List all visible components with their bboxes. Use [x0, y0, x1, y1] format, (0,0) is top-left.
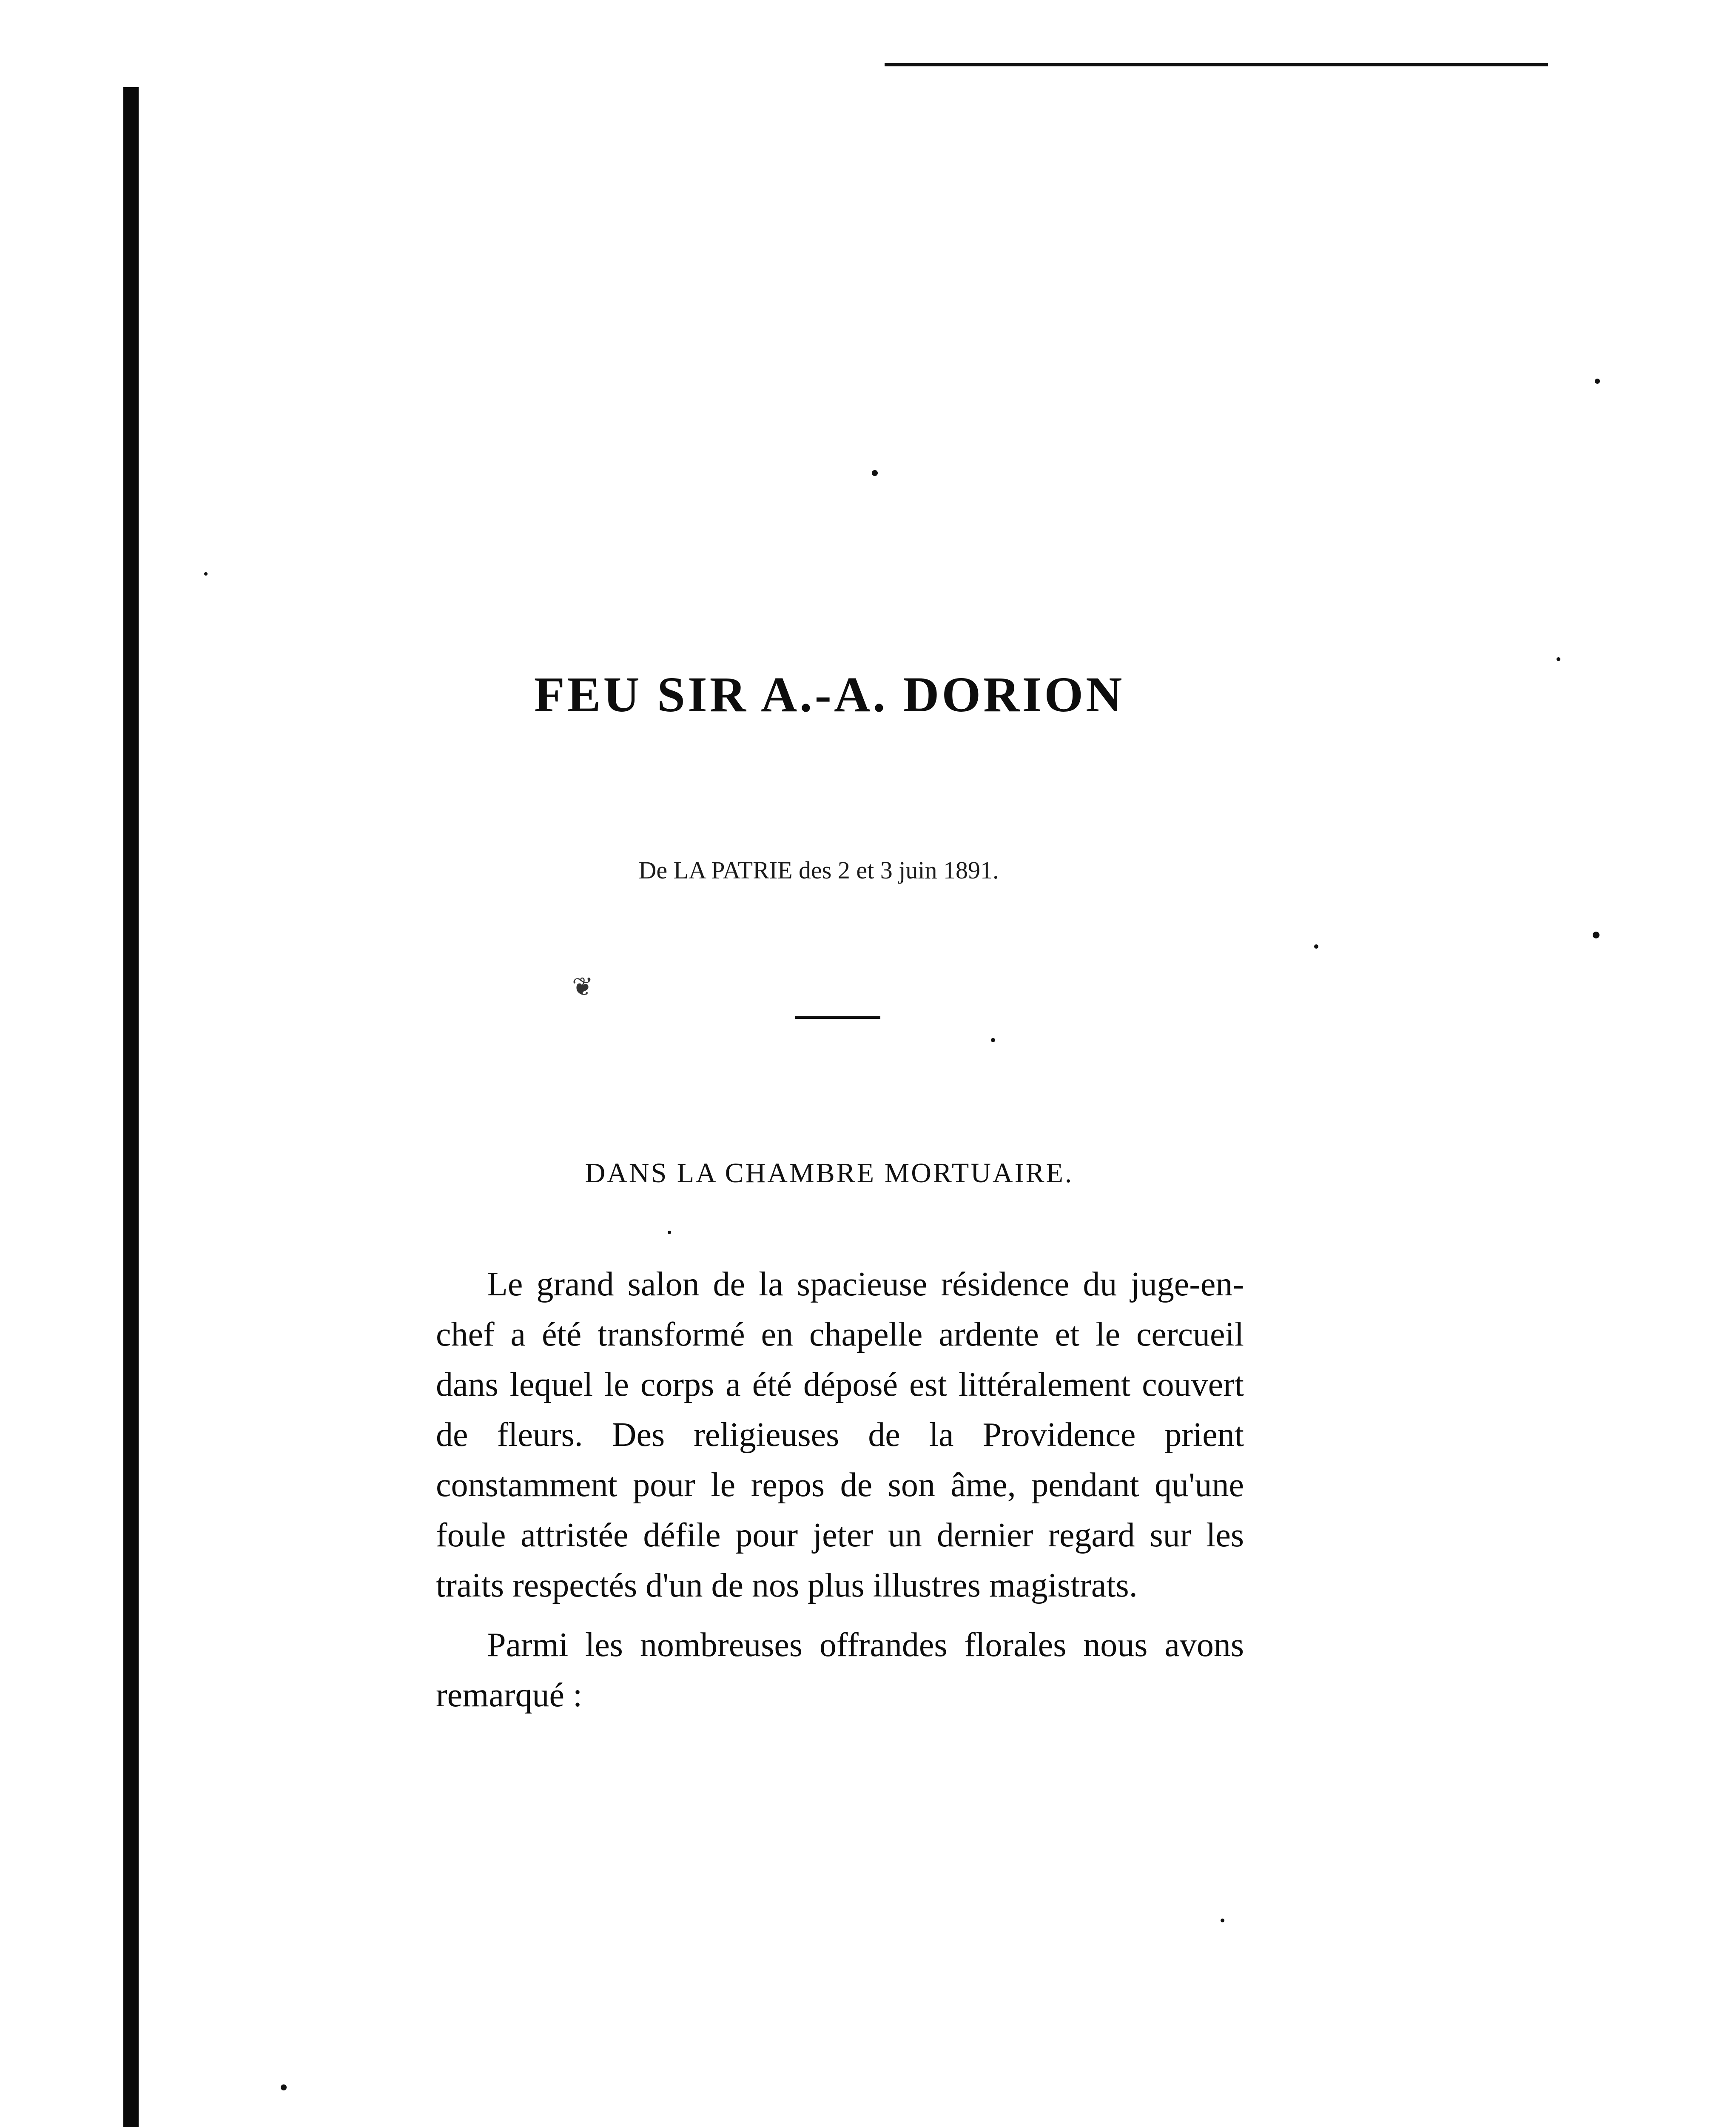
paragraph: Parmi les nombreuses offrandes florales nous avons remarqué : — [436, 1626, 1244, 1714]
body-text — [436, 1259, 1244, 1730]
top-rule — [885, 63, 1548, 66]
scroll-ornament-icon: ❦ — [572, 973, 594, 1001]
source-line: De LA PATRIE des 2 et 3 juin 1891. — [638, 856, 999, 884]
scan-speck — [872, 470, 878, 476]
scan-speck — [1557, 657, 1560, 661]
scan-speck — [281, 2084, 287, 2090]
scan-speck — [1595, 379, 1600, 384]
paragraph: Le grand salon de la spacieuse résidence du juge-en-chef a été transformé en chapelle ardente et le cercueil dans lequel le corps a été déposé est littéralement couvert de fleurs. Des religieuses de la Providence prient constamment pour le repos de son âme, pendant qu'une foule attristée défile pour jeter un dernier regard sur les traits respectés d'un de nos plus illustres magistrats. — [436, 1266, 1244, 1604]
section-divider — [795, 1016, 880, 1019]
page-title: FEU SIR A.-A. DORION — [534, 667, 1125, 722]
scan-speck — [204, 572, 208, 576]
scan-speck — [668, 1231, 671, 1234]
scan-speck — [991, 1038, 995, 1042]
binding-edge — [123, 87, 139, 2127]
scan-speck — [1593, 932, 1599, 938]
scan-speck — [1314, 944, 1318, 949]
section-heading: DANS LA CHAMBRE MORTUAIRE. — [585, 1158, 1074, 1189]
scan-speck — [1221, 1919, 1224, 1922]
